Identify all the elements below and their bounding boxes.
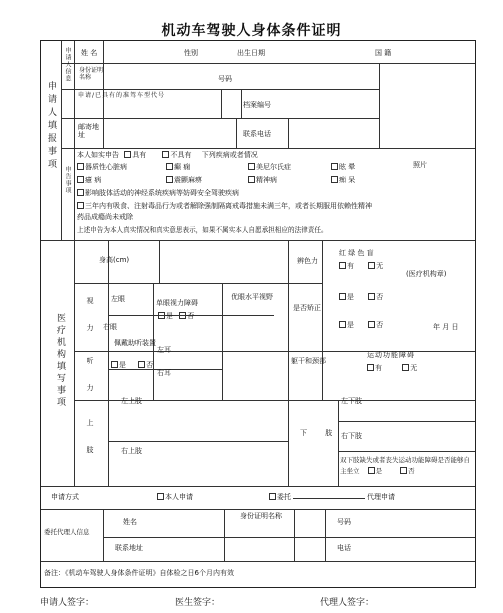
declare-row-3 xyxy=(77,189,239,197)
label-vision: 视 力 xyxy=(86,297,94,337)
rule xyxy=(74,283,322,284)
checkbox[interactable] xyxy=(138,361,145,368)
checkbox[interactable] xyxy=(339,262,346,269)
has-label: 具有 xyxy=(132,151,147,159)
rule xyxy=(288,118,289,148)
label-agent-name: 姓名 xyxy=(123,518,137,526)
label-left-ear: 左耳 xyxy=(157,346,171,354)
declare-row-1 xyxy=(77,163,127,171)
rule xyxy=(222,351,223,400)
option-label: 否 xyxy=(376,293,384,301)
rule xyxy=(61,63,475,64)
mono-options xyxy=(158,312,194,320)
red-green-options xyxy=(339,262,383,270)
label-file-no: 档案编号 xyxy=(243,101,271,109)
rule xyxy=(221,89,222,118)
option-label: 否 xyxy=(376,321,384,329)
checkbox[interactable] xyxy=(402,364,409,371)
condition-label: 癫 痫 xyxy=(174,163,191,171)
section-medical: 医疗机构填写事项 xyxy=(55,313,65,409)
correct-left-options xyxy=(339,293,383,301)
checkbox[interactable] xyxy=(77,176,84,183)
condition-label: 痴 呆 xyxy=(339,176,356,184)
label-upper: 上 肢 xyxy=(86,419,94,459)
checkbox[interactable] xyxy=(77,189,84,196)
label-agent-address: 联系地址 xyxy=(115,544,143,552)
declare-intro: 本人如实申告 xyxy=(77,151,119,159)
checkbox[interactable] xyxy=(269,493,276,500)
label-gender: 性别 xyxy=(184,49,198,57)
section-applicant: 申请人填报事项 xyxy=(46,81,56,172)
label-right-upper: 右上肢 xyxy=(121,447,142,455)
label-id-doc: 身份证明名称 xyxy=(79,67,104,81)
rule xyxy=(74,41,75,240)
option-label: 否 xyxy=(408,467,415,475)
motor-options xyxy=(367,364,417,372)
section-report: 申告事项 xyxy=(64,166,71,194)
label-height: 身高(cm) xyxy=(99,256,130,264)
rule xyxy=(294,509,295,561)
declare-intro-tail: 下列疾病或者情况 xyxy=(201,151,258,159)
label-phone: 联系电话 xyxy=(243,130,271,138)
doctor-signature-label: 医生签字： xyxy=(175,598,221,608)
label-right-eye: 右眼 xyxy=(103,323,117,331)
label-mono: 单眼视力障碍 xyxy=(156,299,198,307)
rule xyxy=(338,421,475,422)
declare-row-4 xyxy=(77,201,377,223)
label-lower: 下 肢 xyxy=(300,429,341,437)
checkbox[interactable] xyxy=(77,163,84,170)
checkbox[interactable] xyxy=(77,202,84,209)
label-agent-no: 号码 xyxy=(337,518,351,526)
checkbox[interactable] xyxy=(179,312,186,319)
rule xyxy=(61,41,62,240)
rule xyxy=(153,351,154,400)
checkbox[interactable] xyxy=(368,293,375,300)
both-lower-label: 双下肢缺失或者丧失运动功能障碍是否能够自主坐立 xyxy=(340,456,470,475)
medical-stamp: (医疗机构章) xyxy=(406,270,447,278)
proxy-label: 代理申请 xyxy=(367,493,395,501)
rule xyxy=(224,509,225,561)
rule xyxy=(74,240,75,486)
form-table xyxy=(40,40,476,588)
label-birth: 出生日期 xyxy=(237,49,265,57)
label-horizontal: 优眼水平视野 xyxy=(231,293,273,301)
declare-row-2a xyxy=(77,176,101,184)
option-label: 否 xyxy=(187,312,195,320)
checkbox[interactable] xyxy=(248,176,255,183)
checkbox[interactable] xyxy=(368,467,375,474)
rule xyxy=(108,240,109,486)
label-address: 邮寄地址 xyxy=(78,123,99,140)
declare-row-2c xyxy=(248,176,277,184)
label-left-eye: 左眼 xyxy=(111,295,125,303)
label-left-lower: 左下肢 xyxy=(341,397,362,405)
label-trunk: 躯干和颈部 xyxy=(291,357,326,365)
label-color: 辨色力 xyxy=(297,257,318,265)
note: 备注：《机动车驾驶人身体条件证明》自体检之日6个月内有效 xyxy=(44,569,234,577)
checkbox[interactable] xyxy=(157,493,164,500)
exam-date: 年 月 日 xyxy=(433,323,459,331)
rule xyxy=(325,509,326,561)
rule xyxy=(61,148,475,149)
condition-label: 精神病 xyxy=(256,176,277,184)
rule xyxy=(288,240,289,486)
checkbox[interactable] xyxy=(248,163,255,170)
label-method: 申请方式 xyxy=(51,493,79,501)
aid-options xyxy=(111,361,153,369)
declare-row-1d xyxy=(331,163,355,171)
option-label: 是 xyxy=(375,467,383,475)
rule xyxy=(103,509,104,561)
declare-row-2b xyxy=(166,176,202,184)
rule xyxy=(338,451,475,452)
condition-label: 三年内有吸食、注射毒品行为或者解除强制隔离戒毒措施未满三年，或者长期服用依赖性精神药品成瘾尚未戒除 xyxy=(77,202,372,221)
option-label: 有 xyxy=(347,262,354,270)
label-name: 姓 名 xyxy=(81,49,98,57)
declare-row-1b xyxy=(166,163,190,171)
condition-label: 影响肢体活动的神经系统疾病等妨碍安全驾驶疾病 xyxy=(85,189,239,197)
option-label: 否 xyxy=(146,361,154,369)
rule xyxy=(103,537,475,538)
rule xyxy=(322,240,323,400)
none-checkbox[interactable] xyxy=(162,151,169,158)
entrust-apply xyxy=(269,493,395,501)
checkbox[interactable] xyxy=(166,176,173,183)
rule xyxy=(41,486,475,487)
condition-label: 震颤麻痹 xyxy=(174,176,202,184)
rule xyxy=(159,240,160,283)
option-label: 委托 xyxy=(277,493,291,501)
checkbox[interactable] xyxy=(400,467,407,474)
checkbox[interactable] xyxy=(339,321,346,328)
label-nationality: 国 籍 xyxy=(375,49,392,57)
checkbox[interactable] xyxy=(331,163,338,170)
checkbox[interactable] xyxy=(331,176,338,183)
section-info: 申请人信息 xyxy=(64,47,71,82)
rule xyxy=(41,561,475,562)
checkbox[interactable] xyxy=(339,293,346,300)
declare-row-1c xyxy=(248,163,291,171)
label-hearing: 听 力 xyxy=(86,357,94,397)
label-agent-info: 委托代理人信息 xyxy=(44,528,90,536)
rule xyxy=(61,89,379,90)
label-correct: 是否矫正 xyxy=(293,304,321,312)
condition-label: 器质性心脏病 xyxy=(85,163,127,171)
declare-row-2d xyxy=(331,176,355,184)
option-label: 是 xyxy=(347,321,354,329)
condition-label: 美尼尔氏症 xyxy=(256,163,291,171)
label-red-green: 红 绿 色 盲 xyxy=(339,249,374,257)
label-agent-id-doc: 身份证明名称 xyxy=(240,512,282,520)
rule xyxy=(236,118,237,148)
rule xyxy=(41,240,475,241)
both-lower-question xyxy=(340,455,475,477)
label-left-upper: 左上肢 xyxy=(121,397,142,405)
applicant-signature-label: 申请人签字： xyxy=(40,598,95,608)
option-label: 是 xyxy=(166,312,173,320)
photo-area: 照片 xyxy=(413,161,427,169)
rule xyxy=(379,63,380,148)
agent-signature-label: 代理人签字： xyxy=(320,598,375,608)
condition-label: 癔 病 xyxy=(85,176,102,184)
option-label: 是 xyxy=(119,361,126,369)
checkbox[interactable] xyxy=(111,361,118,368)
checkbox[interactable] xyxy=(368,321,375,328)
declare-line xyxy=(77,151,258,159)
option-label: 有 xyxy=(375,364,382,372)
label-agent-phone: 电话 xyxy=(337,544,351,552)
option-label: 无 xyxy=(376,262,384,270)
self-apply xyxy=(157,493,193,501)
checkbox[interactable] xyxy=(368,262,375,269)
label-right-lower: 右下肢 xyxy=(341,432,362,440)
entrust-blank[interactable] xyxy=(293,498,365,499)
none-label: 不具有 xyxy=(170,151,192,159)
has-checkbox[interactable] xyxy=(124,151,131,158)
checkbox[interactable] xyxy=(166,163,173,170)
document-title: 机动车驾驶人身体条件证明 xyxy=(161,23,342,39)
option-label: 无 xyxy=(410,364,418,372)
condition-label: 眩 晕 xyxy=(339,163,356,171)
label-vehicle-type: 申请/已具有的准驾车型代号 xyxy=(78,92,166,99)
label-right-ear: 右耳 xyxy=(157,369,171,377)
rule xyxy=(338,400,339,486)
label-aid: 佩戴助听装置 xyxy=(114,339,156,347)
rule xyxy=(108,441,288,442)
option-label: 本人申请 xyxy=(165,493,193,501)
rule xyxy=(61,118,379,119)
correct-right-options xyxy=(339,321,383,329)
rule xyxy=(41,509,475,510)
rule xyxy=(222,283,223,351)
checkbox[interactable] xyxy=(158,312,165,319)
declare-statement: 上述申告为本人真实情况和真实意思表示，如果不属实本人自愿承担相应的法律责任。 xyxy=(77,226,328,234)
label-id-no: 号码 xyxy=(218,75,232,83)
option-label: 是 xyxy=(347,293,354,301)
rule xyxy=(241,89,242,118)
label-motor: 运动功能障碍 xyxy=(367,351,415,359)
checkbox[interactable] xyxy=(367,364,374,371)
